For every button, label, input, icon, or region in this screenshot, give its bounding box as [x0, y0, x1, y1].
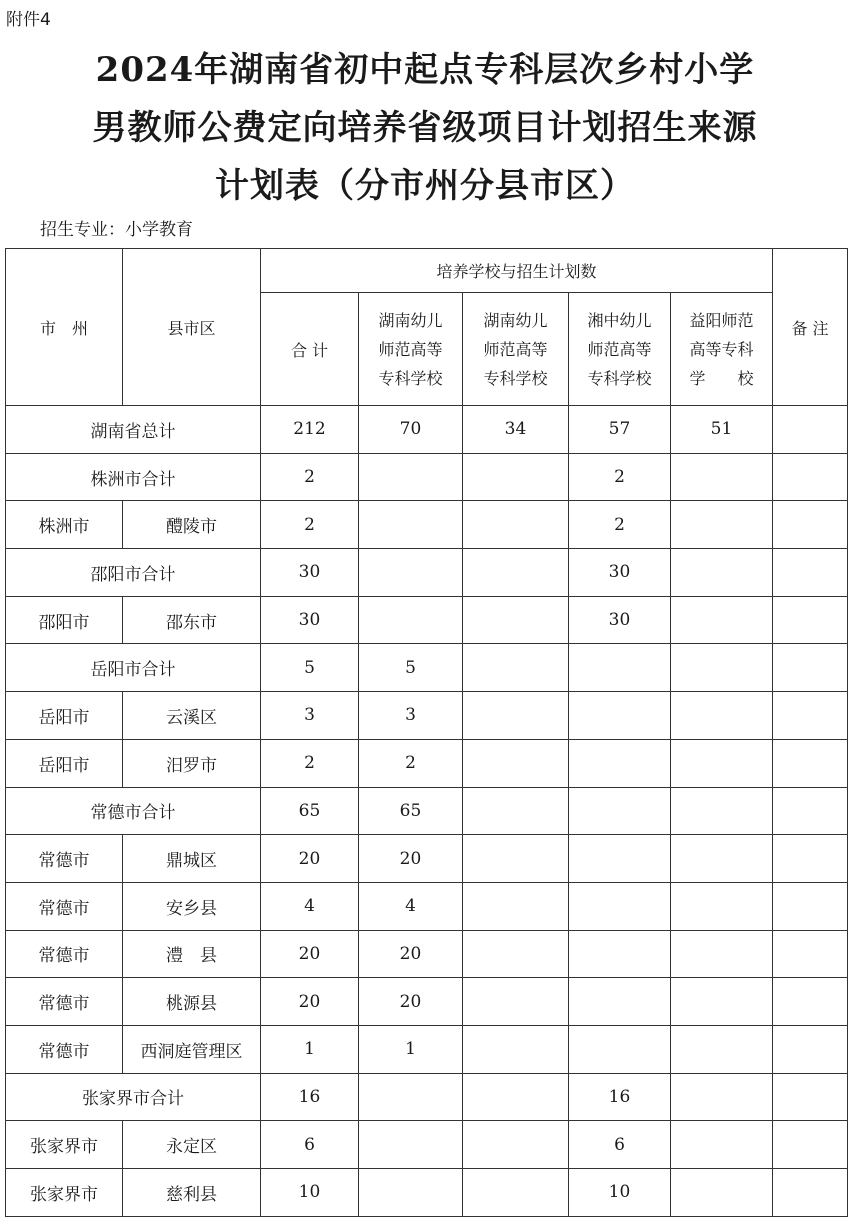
header-school-1-line-3: 专科学校: [378, 368, 443, 388]
school-4-cell: [671, 453, 773, 501]
table-row-subtotal: [6, 406, 848, 454]
remark-cell: [773, 978, 848, 1026]
school-1-cell: 20: [359, 835, 463, 883]
school-4-cell: [671, 978, 773, 1026]
school-1-cell: 4: [359, 882, 463, 930]
school-4-cell: [671, 692, 773, 740]
row-label-cell: 张家界市合计: [6, 1073, 261, 1121]
school-3-cell: [569, 978, 671, 1026]
school-4-cell: [671, 787, 773, 835]
city-cell: 张家界市: [6, 1169, 123, 1217]
school-4-cell: 51: [671, 406, 773, 454]
school-2-cell: [463, 692, 569, 740]
county-cell: 安乡县: [123, 882, 261, 930]
remark-cell: [773, 1121, 848, 1169]
school-3-cell: [569, 644, 671, 692]
header-school-1-line-1: 湖南幼儿: [378, 310, 443, 330]
row-label-cell: 常德市合计: [6, 787, 261, 835]
school-3-cell: [569, 739, 671, 787]
county-cell: 邵东市: [123, 596, 261, 644]
row-label-cell: 湖南省总计: [6, 406, 261, 454]
school-2-cell: 34: [463, 406, 569, 454]
school-4-cell: [671, 1121, 773, 1169]
total-cell: 16: [261, 1073, 359, 1121]
city-cell: 常德市: [6, 1025, 123, 1073]
table-row: [6, 978, 848, 1026]
table-row: [6, 1169, 848, 1217]
header-school-4: [671, 293, 773, 406]
header-school-3: [569, 293, 671, 406]
remark-cell: [773, 1025, 848, 1073]
table-row: [6, 1025, 848, 1073]
remark-cell: [773, 406, 848, 454]
remark-cell: [773, 1073, 848, 1121]
school-4-cell: [671, 549, 773, 597]
county-cell: 桃源县: [123, 978, 261, 1026]
row-label-cell: 岳阳市合计: [6, 644, 261, 692]
school-4-cell: [671, 930, 773, 978]
remark-cell: [773, 882, 848, 930]
table-row-subtotal: [6, 549, 848, 597]
remark-cell: [773, 549, 848, 597]
county-cell: 永定区: [123, 1121, 261, 1169]
school-4-cell: [671, 1169, 773, 1217]
county-cell: 澧 县: [123, 930, 261, 978]
table-row: [6, 1121, 848, 1169]
header-school-2-line-3: 专科学校: [483, 368, 548, 388]
table-row: [6, 692, 848, 740]
school-1-cell: [359, 453, 463, 501]
school-1-cell: [359, 596, 463, 644]
school-1-cell: 20: [359, 930, 463, 978]
city-cell: 张家界市: [6, 1121, 123, 1169]
school-2-cell: [463, 1121, 569, 1169]
remark-cell: [773, 787, 848, 835]
header-city: 市 州: [6, 249, 123, 406]
total-cell: 3: [261, 692, 359, 740]
header-school-1-line-2: 师范高等: [378, 339, 443, 359]
remark-cell: [773, 501, 848, 549]
table-row: [6, 739, 848, 787]
school-2-cell: [463, 978, 569, 1026]
header-school-1: [359, 293, 463, 406]
school-4-cell: [671, 1025, 773, 1073]
header-school-3-line-3: 专科学校: [587, 368, 652, 388]
total-cell: 20: [261, 978, 359, 1026]
total-cell: 2: [261, 453, 359, 501]
major-label: 招生专业：小学教育: [40, 220, 193, 240]
table-row: [6, 882, 848, 930]
table-row-subtotal: [6, 453, 848, 501]
row-label-cell: 株洲市合计: [6, 453, 261, 501]
school-1-cell: [359, 1073, 463, 1121]
school-4-cell: [671, 644, 773, 692]
school-1-cell: 3: [359, 692, 463, 740]
school-4-cell: [671, 596, 773, 644]
school-1-cell: 5: [359, 644, 463, 692]
remark-cell: [773, 453, 848, 501]
remark-cell: [773, 739, 848, 787]
school-1-cell: 65: [359, 787, 463, 835]
header-school-3-line-1: 湘中幼儿: [587, 310, 652, 330]
remark-cell: [773, 596, 848, 644]
attachment-label: 附件4: [6, 10, 51, 30]
school-2-cell: [463, 835, 569, 883]
header-school-4-line-1: 益阳师范: [689, 310, 754, 330]
school-2-cell: [463, 644, 569, 692]
school-2-cell: [463, 501, 569, 549]
header-school-3-line-2: 师范高等: [587, 339, 652, 359]
document-title-line-3: 计划表（分市州分县市区）: [215, 166, 635, 206]
school-2-cell: [463, 549, 569, 597]
school-2-cell: [463, 453, 569, 501]
table-row-subtotal: [6, 1073, 848, 1121]
school-3-cell: 10: [569, 1169, 671, 1217]
school-3-cell: [569, 787, 671, 835]
school-3-cell: [569, 882, 671, 930]
document-title-line-1: 2024年湖南省初中起点专科层次乡村小学: [95, 50, 755, 90]
school-3-cell: 57: [569, 406, 671, 454]
total-cell: 6: [261, 1121, 359, 1169]
county-cell: 云溪区: [123, 692, 261, 740]
school-3-cell: [569, 692, 671, 740]
county-cell: 汨罗市: [123, 739, 261, 787]
school-4-cell: [671, 739, 773, 787]
school-1-cell: 2: [359, 739, 463, 787]
table-row-subtotal: [6, 644, 848, 692]
county-cell: 慈利县: [123, 1169, 261, 1217]
school-3-cell: [569, 930, 671, 978]
remark-cell: [773, 644, 848, 692]
total-cell: 20: [261, 930, 359, 978]
school-3-cell: 16: [569, 1073, 671, 1121]
school-4-cell: [671, 501, 773, 549]
total-cell: 1: [261, 1025, 359, 1073]
row-label-cell: 邵阳市合计: [6, 549, 261, 597]
school-3-cell: 30: [569, 549, 671, 597]
total-cell: 5: [261, 644, 359, 692]
table-row: [6, 596, 848, 644]
header-school-2: [463, 293, 569, 406]
total-cell: 30: [261, 549, 359, 597]
header-county: 县市区: [123, 249, 261, 406]
city-cell: 常德市: [6, 930, 123, 978]
remark-cell: [773, 930, 848, 978]
table-row: [6, 930, 848, 978]
table-row: [6, 835, 848, 883]
school-2-cell: [463, 739, 569, 787]
county-cell: 西洞庭管理区: [123, 1025, 261, 1073]
city-cell: 常德市: [6, 835, 123, 883]
school-3-cell: 30: [569, 596, 671, 644]
school-3-cell: [569, 835, 671, 883]
school-2-cell: [463, 882, 569, 930]
table-row-subtotal: [6, 787, 848, 835]
total-cell: 2: [261, 501, 359, 549]
school-3-cell: 6: [569, 1121, 671, 1169]
city-cell: 岳阳市: [6, 739, 123, 787]
header-remark: 备 注: [773, 249, 848, 406]
school-2-cell: [463, 930, 569, 978]
table-row: [6, 501, 848, 549]
city-cell: 常德市: [6, 882, 123, 930]
total-cell: 65: [261, 787, 359, 835]
header-school-group: 培养学校与招生计划数: [261, 249, 773, 293]
school-3-cell: 2: [569, 501, 671, 549]
school-2-cell: [463, 596, 569, 644]
city-cell: 常德市: [6, 978, 123, 1026]
header-school-4-line-3: 学 校: [689, 368, 754, 388]
remark-cell: [773, 1169, 848, 1217]
remark-cell: [773, 835, 848, 883]
school-1-cell: [359, 549, 463, 597]
county-cell: 鼎城区: [123, 835, 261, 883]
school-3-cell: [569, 1025, 671, 1073]
city-cell: 株洲市: [6, 501, 123, 549]
school-1-cell: 70: [359, 406, 463, 454]
school-1-cell: [359, 1169, 463, 1217]
header-school-2-line-1: 湖南幼儿: [483, 310, 548, 330]
header-school-4-line-2: 高等专科: [689, 339, 754, 359]
county-cell: 醴陵市: [123, 501, 261, 549]
school-2-cell: [463, 1169, 569, 1217]
city-cell: 邵阳市: [6, 596, 123, 644]
document-title-line-2: 男教师公费定向培养省级项目计划招生来源: [92, 108, 758, 148]
city-cell: 岳阳市: [6, 692, 123, 740]
school-2-cell: [463, 1025, 569, 1073]
school-1-cell: [359, 1121, 463, 1169]
total-cell: 2: [261, 739, 359, 787]
total-cell: 212: [261, 406, 359, 454]
total-cell: 4: [261, 882, 359, 930]
school-4-cell: [671, 882, 773, 930]
remark-cell: [773, 692, 848, 740]
total-cell: 10: [261, 1169, 359, 1217]
header-total: 合 计: [261, 293, 359, 406]
header-school-2-line-2: 师范高等: [483, 339, 548, 359]
school-4-cell: [671, 835, 773, 883]
enrollment-plan-table: [5, 248, 848, 1217]
school-1-cell: [359, 501, 463, 549]
school-4-cell: [671, 1073, 773, 1121]
total-cell: 20: [261, 835, 359, 883]
school-1-cell: 20: [359, 978, 463, 1026]
school-3-cell: 2: [569, 453, 671, 501]
school-2-cell: [463, 1073, 569, 1121]
table-body: [6, 406, 848, 1217]
school-2-cell: [463, 787, 569, 835]
total-cell: 30: [261, 596, 359, 644]
school-1-cell: 1: [359, 1025, 463, 1073]
